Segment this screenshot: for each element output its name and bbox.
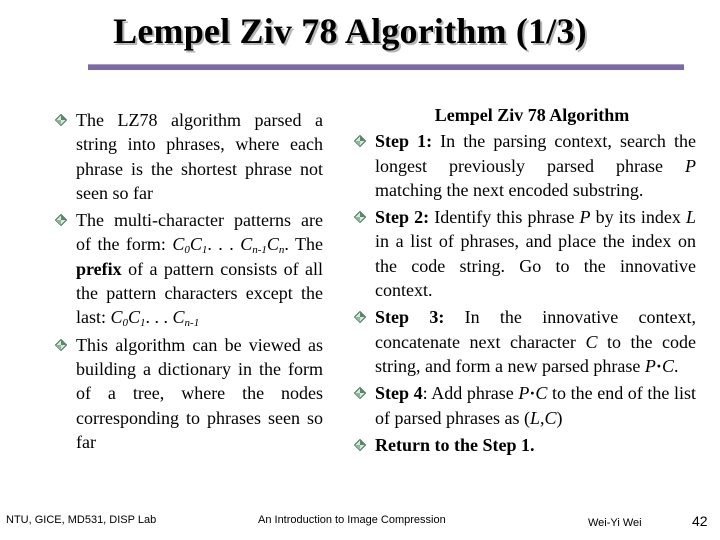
var-c: C xyxy=(544,407,557,428)
prefix-term: prefix xyxy=(76,258,122,279)
var-c0: C xyxy=(110,307,123,328)
sub-0: 0 xyxy=(184,244,190,257)
step-4-text-3: ) xyxy=(556,407,563,428)
var-c1: C xyxy=(189,234,202,255)
bullet2-text-c: of a pattern consists of all the pattern characters except the last: xyxy=(76,258,323,328)
step-4-text: : Add phrase xyxy=(422,383,519,404)
var-cn1: C xyxy=(172,307,185,328)
diamond-bullet-icon xyxy=(354,135,366,147)
diamond-bullet-icon xyxy=(354,439,366,451)
diamond-bullet-icon xyxy=(55,214,67,226)
footer-course-title: An Introduction to Image Compression xyxy=(258,514,446,526)
diamond-bullet-icon xyxy=(55,339,67,351)
step-2 xyxy=(354,205,696,302)
var-cn: C xyxy=(266,234,279,255)
footer-lab: NTU, GICE, MD531, DISP Lab xyxy=(6,514,157,526)
step-3-text: In the innovative context, concatenate next character xyxy=(375,307,696,352)
var-p: P xyxy=(644,355,656,376)
title-underline xyxy=(88,64,684,70)
step-4 xyxy=(354,381,696,430)
footer-author: Wei-Yi Wei xyxy=(588,517,642,529)
dots: . . . xyxy=(145,307,173,328)
left-bullet-3 xyxy=(55,333,323,454)
concat-dot: · xyxy=(529,383,536,404)
diamond-bullet-icon xyxy=(354,387,366,399)
algorithm-heading: Lempel Ziv 78 Algorithm xyxy=(434,105,630,125)
step-3-label: Step 3: xyxy=(375,307,445,328)
diamond-bullet-icon xyxy=(55,114,67,126)
step-2-text-2: by its index xyxy=(590,207,686,228)
var-p: P xyxy=(518,383,530,404)
var-l: L xyxy=(529,407,540,428)
diamond-bullet-icon xyxy=(354,211,366,223)
var-c0: C xyxy=(172,234,185,255)
step-2-label: Step 2: xyxy=(375,207,430,228)
left-bullet-3-text: This algorithm can be viewed as building a dictionary in the form of a tree, where the nodes corresponding to phrases seen so far xyxy=(76,334,323,452)
concat-dot: · xyxy=(655,355,662,376)
bullet2-text-a: The multi-character patterns are of the form: xyxy=(76,210,323,255)
step-4-label: Step 4 xyxy=(375,383,423,404)
left-bullet-1-text: The LZ78 algorithm parsed a string into phrases, where each phrase is the shortest phrase not seen so far xyxy=(76,110,323,203)
sub-1: 1 xyxy=(140,317,146,330)
sub-1: 1 xyxy=(201,244,208,257)
dots: . . . xyxy=(207,234,241,255)
step-4-text-2: to the end of the list of parsed phrases as ( xyxy=(375,383,696,428)
bullet2-text-b: . The xyxy=(284,234,323,255)
page-number: 42 xyxy=(692,513,708,529)
left-bullet-2 xyxy=(55,208,323,329)
sub-n: n xyxy=(278,244,285,257)
comma: , xyxy=(539,407,545,428)
left-bullet-1 xyxy=(55,108,323,205)
sub-n-1: n-1 xyxy=(184,317,200,330)
step-5-text: Return to the Step 1. xyxy=(375,434,535,455)
var-c1: C xyxy=(128,307,141,328)
var-p: P xyxy=(685,155,696,176)
var-c: C xyxy=(535,383,548,404)
right-column xyxy=(354,103,696,460)
slide-title: Lempel Ziv 78 Algorithm (1/3) xyxy=(113,11,587,51)
sub-n-1: n-1 xyxy=(252,244,267,257)
step-3 xyxy=(354,305,696,378)
step-1-text: In the parsing context, search the longest previously parsed phrase xyxy=(375,131,697,176)
var-c: C xyxy=(585,331,598,352)
step-1 xyxy=(354,129,696,202)
diamond-bullet-icon xyxy=(354,311,366,323)
step-1-text-2: matching the next encoded substring. xyxy=(375,179,644,200)
var-c: C xyxy=(661,355,674,376)
step-3-text-2: to the code string, and form a new parsed phrase xyxy=(375,331,696,376)
step-2-text-3: in a list of phrases, and place the index on the code string. Go to the innovative context. xyxy=(375,231,696,301)
step-5 xyxy=(354,433,696,457)
var-l: L xyxy=(686,207,697,228)
var-cn1: C xyxy=(240,234,253,255)
step-3-text-3: . xyxy=(673,355,679,376)
var-p: P xyxy=(579,207,591,228)
sub-0: 0 xyxy=(122,317,129,330)
step-1-label: Step 1: xyxy=(375,131,433,152)
step-2-text: Identify this phrase xyxy=(429,207,580,228)
left-column xyxy=(55,108,323,457)
